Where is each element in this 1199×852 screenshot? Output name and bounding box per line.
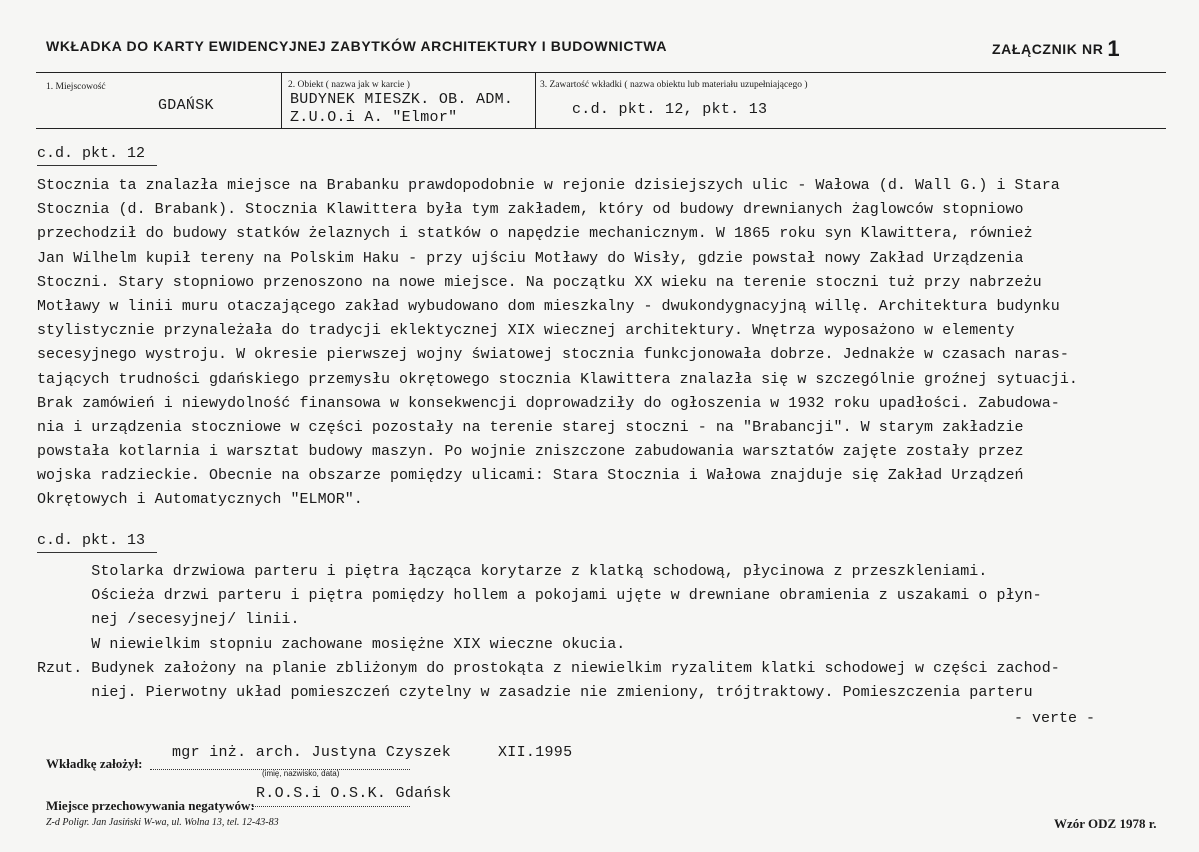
form-model: Wzór ODZ 1978 r. — [1054, 816, 1157, 831]
section-12-line: Brak zamówień i niewydolność finansowa w konsekwencji doprowadziły do ogłoszenia w 1932 roku upadłości. Zabudowa- — [37, 394, 1060, 412]
section-12-line: Stocznia (d. Brabank). Stocznia Klawittera była tym zakładem, który od budowy drewnianych żaglowców stopniowo — [37, 201, 1024, 219]
section-12-line: stylistycznie przynależała do tradycji eklektycznej XIX wiecznej architektury. Wnętrza wyposażono w elementy — [37, 322, 1015, 340]
section-12-heading: c.d. pkt. 12 — [37, 145, 146, 162]
section-13-heading: c.d. pkt. 13 — [37, 532, 146, 549]
field-divider-1 — [281, 72, 282, 128]
section-12-line: przechodził do budowy statków żelaznych i statków o napędzie mechanicznym. W 1865 roku syn Klawittera, również — [37, 225, 1033, 243]
section-13-line: nej /secesyjnej/ linii. — [37, 611, 300, 629]
negatives-label: Miejsce przechowywania negatywów: — [46, 798, 255, 813]
section-12-line: Stocznia ta znalazła miejsce na Brabanku prawdopodobnie w rejonie dzisiejszych ulic - Wałowa (d. Wall G.) i Stara — [37, 177, 1060, 194]
author-value: mgr inż. arch. Justyna Czyszek — [172, 744, 452, 761]
field-3-value: c.d. pkt. 12, pkt. 13 — [572, 101, 768, 118]
field-2-value-line2: Z.U.O.i A. "Elmor" — [290, 109, 458, 126]
section-13-line: Rzut. Budynek założony na planie zbliżonym do prostokąta z niewielkim ryzalitem klatki schodowej w części zachod- — [37, 659, 1060, 677]
annex-label — [992, 36, 1120, 62]
negatives-value: R.O.S.i O.S.K. Gdańsk — [256, 785, 452, 802]
section-12-line: Okrętowych i Automatycznych "ELMOR". — [37, 491, 363, 509]
section-12-line: Motławy w linii muru otaczającego zakład wybudowano dom mieszkalny - dwukondygnacyjną willę. Architektura budynku — [37, 297, 1060, 315]
annex-number: 1 — [1107, 36, 1121, 61]
section-12-line: nia i urządzenia stoczniowe w części pozostały na terenie starej stoczni - na "Brabancji". W starym zakładzie — [37, 418, 1024, 436]
printer-note: Z-d Poligr. Jan Jasiński W-wa, ul. Wolna 13, tel. 12-43-83 — [46, 817, 279, 828]
author-label: Wkładkę założył: — [46, 756, 143, 771]
field-2-label: 2. Obiekt ( nazwa jak w karcie ) — [288, 80, 410, 90]
section-12-line: tających trudności gdańskiego przemysłu okrętowego stocznia Klawittera znalazła się w szczególnie groźnej sytuacji. — [37, 370, 1078, 388]
date-value: XII.1995 — [498, 744, 573, 761]
field-3-label: 3. Zawartość wkładki ( nazwa obiektu lub materiału uzupełniającego ) — [540, 80, 808, 90]
section-12-line: wojska radzieckie. Obecnie na obszarze pomiędzy ulicami: Stara Stocznia i Wałowa znajduje się Zakład Urządzeń — [37, 467, 1024, 485]
section-12-heading-underline — [37, 165, 157, 166]
field-1-label: 1. Miejscowość — [46, 82, 106, 92]
author-hint: (imię, nazwisko, data) — [262, 769, 340, 778]
field-table-bottom-border — [36, 128, 1166, 129]
negatives-dotted-line — [252, 805, 410, 807]
section-12-line: powstała kotlarnia i warsztat budowy maszyn. Po wojnie zniszczone zabudowania warsztatów zajęte zostały przez — [37, 443, 1024, 461]
section-12-line: Jan Wilhelm kupił tereny na Polskim Haku - przy ujściu Motławy do Wisły, gdzie powstał nowy Zakład Urządzenia — [37, 249, 1024, 267]
field-table-top-border — [36, 72, 1166, 73]
section-13-line: Ościeża drzwi parteru i piętra pomiędzy hollem a pokojami ujęte w drewniane obramienia z uszakami o płyn- — [37, 587, 1042, 605]
verte-note: - verte - — [1014, 710, 1096, 727]
field-divider-2 — [535, 72, 536, 128]
section-13-body — [37, 560, 1177, 705]
section-13-line: W niewielkim stopniu zachowane mosiężne XIX wieczne okucia. — [37, 635, 626, 653]
section-13-line: niej. Pierwotny układ pomieszczeń czytelny w zasadzie nie zmieniony, trójtraktowy. Pomieszczenia parteru — [37, 683, 1033, 701]
section-13-line: Stolarka drzwiowa parteru i piętra łącząca korytarze z klatką schodową, płycinowa z przeszkleniami. — [37, 563, 988, 580]
form-title: WKŁADKA DO KARTY EWIDENCYJNEJ ZABYTKÓW ARCHITEKTURY I BUDOWNICTWA — [46, 38, 668, 54]
annex-label-text: ZAŁĄCZNIK NR — [992, 41, 1104, 57]
field-2-value-line1: BUDYNEK MIESZK. OB. ADM. — [290, 91, 514, 108]
section-12-line: secesyjnego wystroju. W okresie pierwszej wojny światowej stocznia funkcjonowała dobrze. Jednakże w czasach naras- — [37, 346, 1069, 364]
field-1-value: GDAŃSK — [158, 97, 214, 114]
section-12-body — [37, 174, 1177, 513]
section-13-heading-underline — [37, 552, 157, 553]
section-12-line: Stoczni. Stary stopniowo przenoszono na nowe miejsce. Na początku XX wieku na terenie stoczni tuż przy nabrzeżu — [37, 273, 1042, 291]
